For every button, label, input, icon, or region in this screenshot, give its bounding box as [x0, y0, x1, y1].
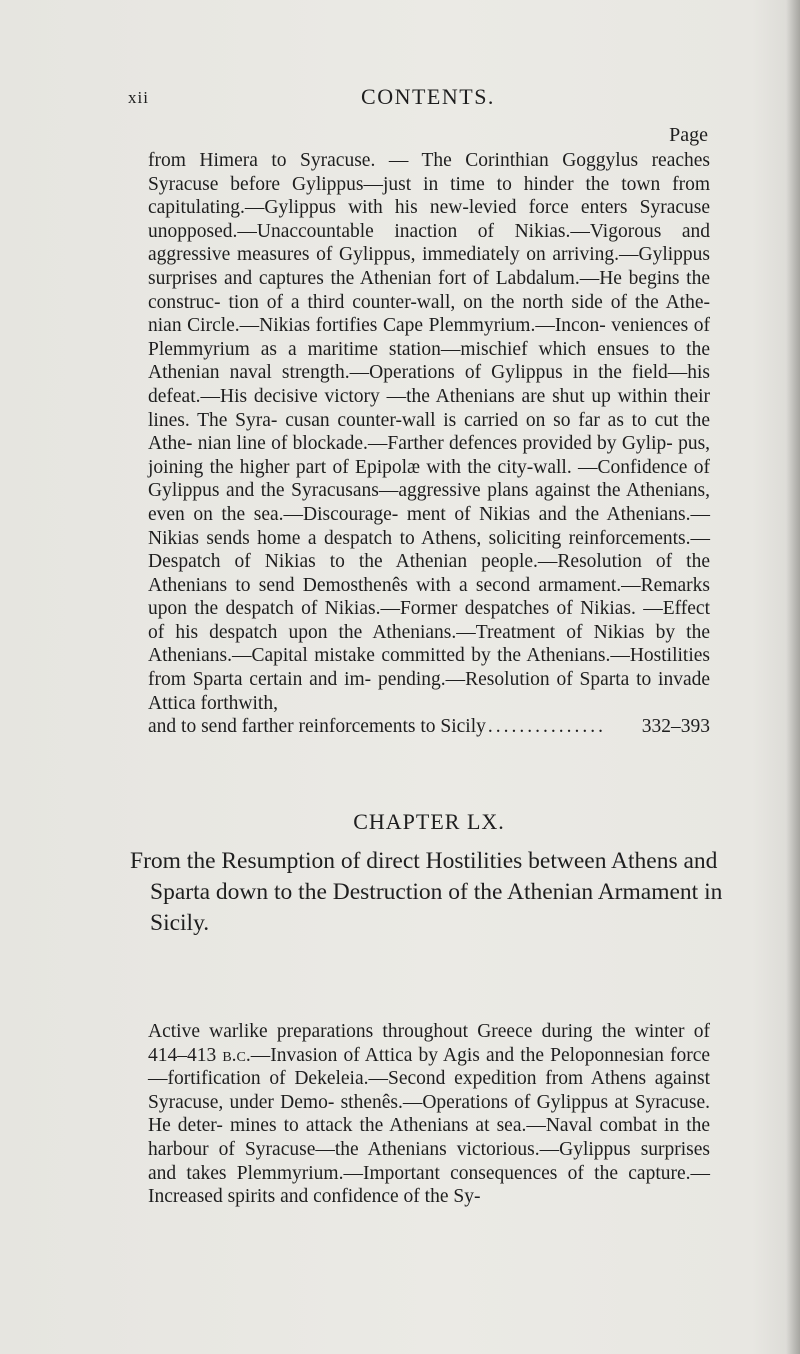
entry-line: of Gylippus in the field—his defeat.—His decisive victory — [148, 362, 711, 407]
entry-line: the town from capitulating.—Gylippus with his new-levied — [148, 173, 711, 219]
entry-line: cusan counter-wall is carried on so far as to cut the Athe- — [148, 409, 711, 455]
contents-entry-chapter-summary — [148, 1020, 710, 1209]
entry-line: —Effect of his despatch upon the Athenians.—Treatment — [148, 598, 710, 643]
dot-leader: ............... — [487, 716, 607, 738]
entry-line: sthenês.—Operations of Gylippus at Syracuse. He deter- — [148, 1091, 710, 1137]
entry-line: plans against the Athenians, even on the sea.—Discourage- — [148, 480, 710, 525]
page-range: 332–393 — [641, 716, 710, 738]
entry-line: nian Circle.—Nikias fortifies Cape Plemmyrium.—Incon- — [148, 315, 606, 337]
chapter-heading: CHAPTER LX. — [353, 809, 505, 834]
entry-last-line — [148, 715, 710, 739]
entry-line: which ensues to the Athenian naval strength.—Operations — [148, 338, 710, 384]
entry-line: —the Athenians are shut up within their lines. The Syra- — [148, 385, 711, 431]
entry-line: tion of a third counter-wall, on the north side of the Athe- — [228, 291, 710, 313]
entry-line: reaches Syracuse before Gylippus—just in time to hinder — [148, 150, 711, 195]
entry-line: force enters Syracuse unopposed.—Unaccountable inaction — [148, 197, 711, 242]
entry-line: veniences of Plemmyrium as a maritime station—mischief — [148, 315, 710, 360]
page-number: xii — [128, 88, 149, 107]
page-edge-shadow — [786, 0, 800, 1354]
entry-line: immediately on arriving.—Gylippus surprises and captures — [148, 244, 710, 289]
entry-line: expedition from Athens against Syracuse, under Demo- — [148, 1068, 711, 1113]
era-abbreviation: b.c. — [222, 1044, 251, 1066]
entry-line: the Athenian fort of Labdalum.—He begins the construc- — [148, 267, 711, 313]
entry-line: of Nikias.—Vigorous and aggressive measures of Gylippus, — [148, 220, 711, 266]
entry-line: upon the despatch of Nikias.—Former despatches of Nikias. — [148, 598, 636, 620]
contents-entry-previous-chapter — [148, 149, 710, 739]
entry-line: pending.—Resolution of Sparta to invade Attica forthwith, — [148, 669, 711, 714]
entry-line: pus, joining the higher part of Epipolæ with the city-wall. — [148, 433, 711, 478]
running-head — [128, 84, 728, 114]
chapter-subtitle: From the Resumption of direct Hostilities between Athens and Sparta down to the Destruction of the Athenian Armament in Sicily. — [130, 848, 723, 936]
entry-line: from Himera to Syracuse. — The Corinthian Goggylus — [148, 150, 639, 171]
page-column-label: Page — [669, 124, 708, 146]
running-title: CONTENTS. — [361, 84, 495, 109]
entry-line: ment of Nikias and the Athenians.—Nikias sends home a — [148, 503, 710, 549]
entry-line: winter of 414–413 — [148, 1021, 710, 1066]
entry-line: mines to attack the Athenians at sea.—Naval combat in the — [229, 1115, 711, 1137]
entry-line: Nikias to the Athenian people.—Resolution of the Athenians — [148, 551, 710, 596]
entry-line: of Nikias by the Athenians.—Capital mistake committed — [148, 621, 710, 667]
entry-line: —Confidence of Gylippus and the Syracusans—aggressive — [148, 456, 710, 502]
entry-line: by the Athenians.—Hostilities from Sparta certain and im- — [148, 645, 711, 691]
entry-line: despatch to Athens, soliciting reinforcements.—Despatch of — [148, 527, 710, 573]
entry-line: Active warlike preparations throughout Greece during the — [148, 1021, 626, 1042]
entry-line: nian line of blockade.—Farther defences provided by Gylip- — [197, 433, 673, 455]
entry-line: to send Demosthenês with a second armament.—Remarks — [235, 574, 710, 596]
entry-line: the Peloponnesian force—fortification of Dekeleia.—Second — [148, 1044, 711, 1090]
entry-line: surprises and takes Plemmyrium.—Important consequences — [148, 1138, 711, 1184]
entry-line: harbour of Syracuse—the Athenians victorious.—Gylippus — [148, 1138, 631, 1160]
entry-line: and to send farther reinforcements to Sicily — [148, 716, 486, 738]
entry-line: of the capture.—Increased spirits and confidence of the Sy- — [148, 1162, 711, 1208]
entry-line: —Invasion of Attica by Agis and — [250, 1044, 515, 1066]
